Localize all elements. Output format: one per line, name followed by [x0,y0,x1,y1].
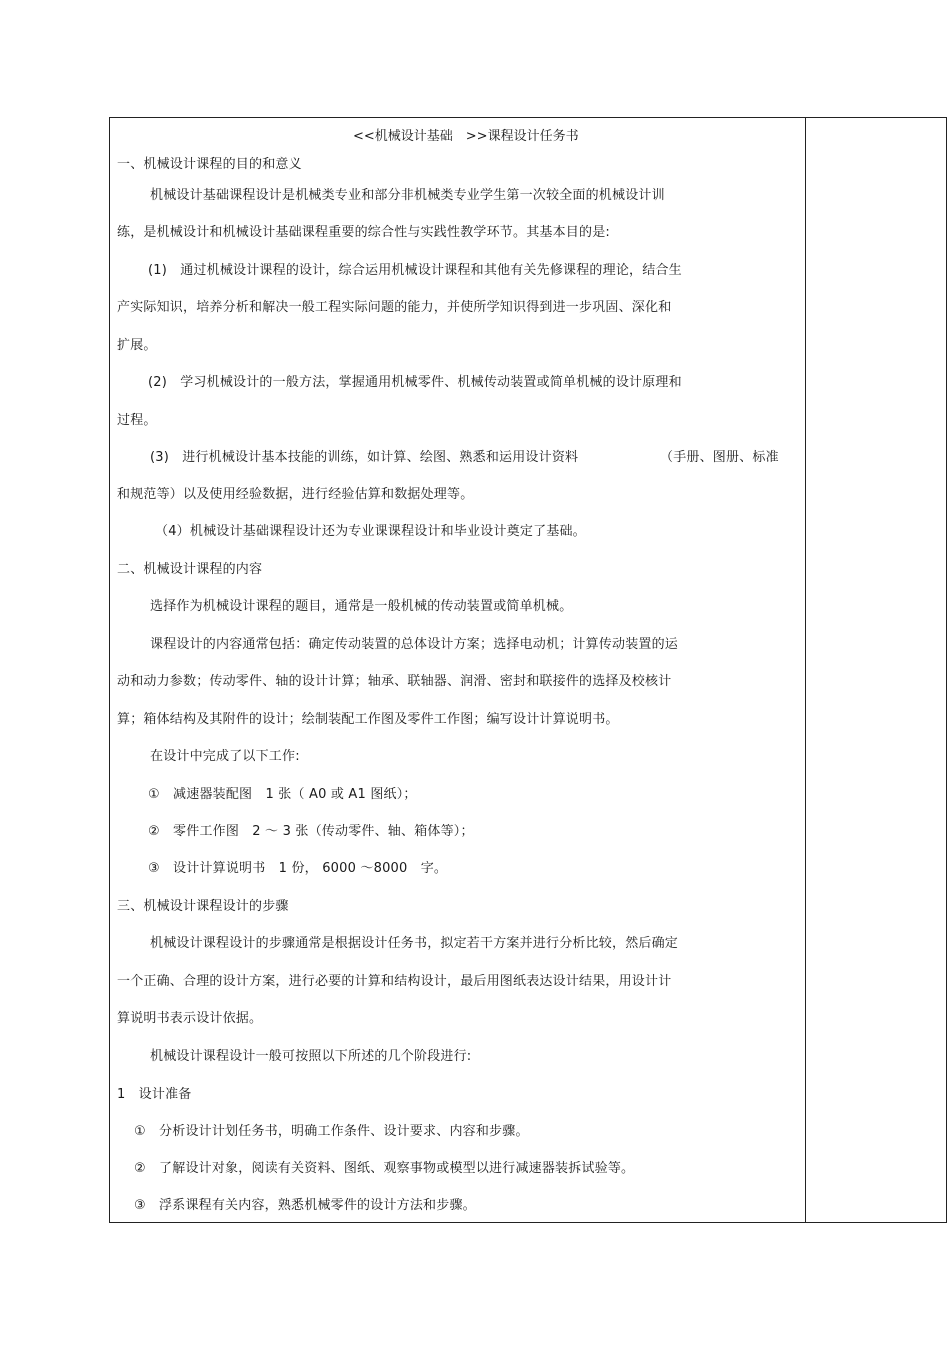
prep-item-1: ① 分析设计计划任务书，明确工作条件、设计要求、内容和步骤。 [134,1124,529,1139]
paragraph-line: 一个正确、合理的设计方案，进行必要的计算和结构设计，最后用图纸表达设计结果，用设计计 [117,974,672,989]
section-heading-2: 二、机械设计课程的内容 [117,562,263,577]
list-item-2: (2) 学习机械设计的一般方法，掌握通用机械零件、机械传动装置或简单机械的设计原理和 [148,375,682,390]
stage-heading-1: 1 设计准备 [117,1087,192,1102]
work-item-2: ② 零件工作图 2 ～ 3 张（传动零件、轴、箱体等）； [148,824,474,839]
paragraph-line: 机械设计课程设计一般可按照以下所述的几个阶段进行: [150,1049,472,1064]
paragraph-line: 算；箱体结构及其附件的设计；绘制装配工作图及零件工作图；编写设计计算说明书。 [117,712,619,727]
paragraph-line: 练，是机械设计和机械设计基础课程重要的综合性与实践性教学环节。其基本目的是: [117,225,610,240]
paragraph-line: 过程。 [117,413,157,428]
section-heading-1: 一、机械设计课程的目的和意义 [117,157,302,172]
paragraph-line: 机械设计基础课程设计是机械类专业和部分非机械类专业学生第一次较全面的机械设计训 [150,188,665,203]
paragraph-line: 算说明书表示设计依据。 [117,1011,263,1026]
list-item-3-tail: （手册、图册、标准 [660,450,779,465]
prep-item-2: ② 了解设计对象，阅读有关资料、图纸、观察事物或模型以进行减速器装拆试验等。 [134,1161,635,1176]
prep-item-3: ③ 浮系课程有关内容，熟悉机械零件的设计方法和步骤。 [134,1198,476,1213]
paragraph-line: 课程设计的内容通常包括：确定传动装置的总体设计方案；选择电动机；计算传动装置的运 [150,637,679,652]
section-heading-3: 三、机械设计课程设计的步骤 [117,899,289,914]
paragraph-line: 选择作为机械设计课程的题目，通常是一般机械的传动装置或简单机械。 [150,599,573,614]
paragraph-line: 扩展。 [117,338,157,353]
list-item-3: (3) 进行机械设计基本技能的训练，如计算、绘图、熟悉和运用设计资料 [150,450,579,465]
list-item-1: (1) 通过机械设计课程的设计，综合运用机械设计课程和其他有关先修课程的理论，结合生 [148,263,682,278]
side-column-cell [806,118,946,1222]
work-item-3: ③ 设计计算说明书 1 份， 6000 ～8000 字。 [148,861,448,876]
paragraph-line: 在设计中完成了以下工作: [150,749,300,764]
paragraph-line: 机械设计课程设计的步骤通常是根据设计任务书，拟定若干方案并进行分析比较，然后确定 [150,936,679,951]
list-item-4: （4）机械设计基础课程设计还为专业课课程设计和毕业设计奠定了基础。 [155,524,586,539]
work-item-1: ① 减速器装配图 1 张（ A0 或 A1 图纸）； [148,787,417,802]
document-title: <<机械设计基础 >>课程设计任务书 [353,129,579,144]
paragraph-line: 产实际知识，培养分析和解决一般工程实际问题的能力，并使所学知识得到进一步巩固、深化和 [117,300,672,315]
paragraph-line: 动和动力参数；传动零件、轴的设计计算；轴承、联轴器、润滑、密封和联接件的选择及校核计 [117,674,672,689]
paragraph-line: 和规范等）以及使用经验数据，进行经验估算和数据处理等。 [117,487,474,502]
